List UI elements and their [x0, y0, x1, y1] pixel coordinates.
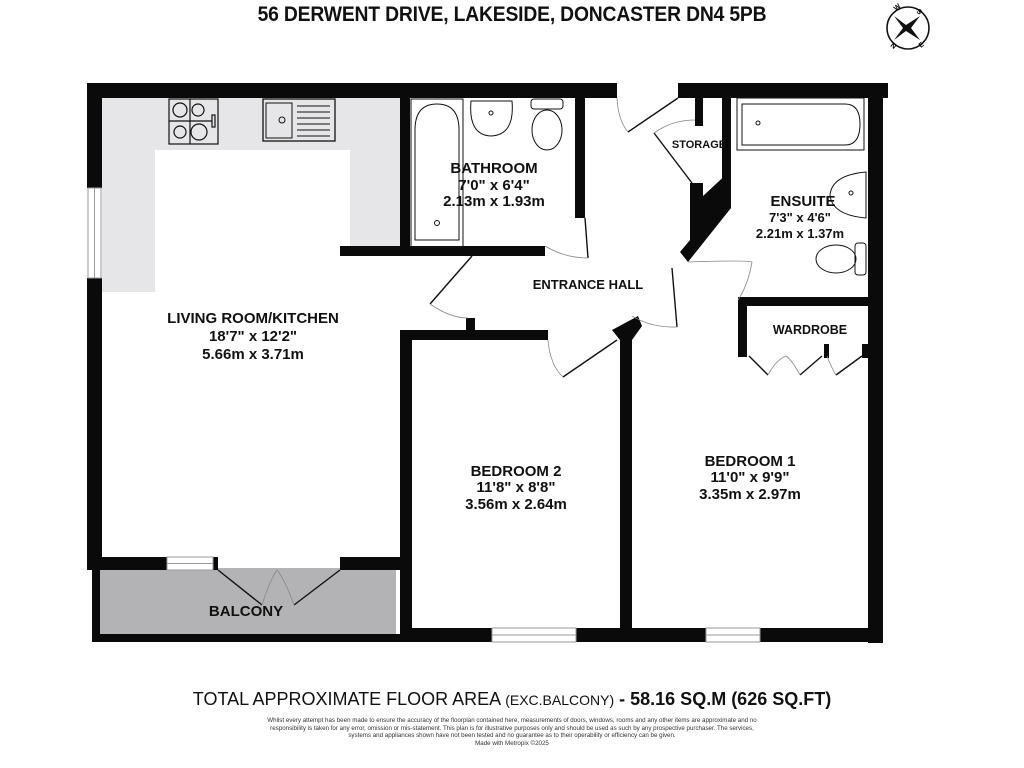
made-with-credit: Made with Metropix ©2025 [475, 739, 549, 747]
living-room-name: LIVING ROOM/KITCHEN [167, 310, 339, 327]
living-room-metric: 5.66m x 3.71m [202, 346, 304, 363]
bedroom1-imperial: 11'0" x 9'9" [710, 469, 790, 486]
living-room-imperial: 18'7" x 12'2" [208, 328, 298, 345]
ensuite-metric: 2.21m x 1.37m [755, 226, 845, 241]
balcony-name: BALCONY [208, 603, 284, 620]
kitchen-counter [102, 98, 400, 292]
bedroom2-metric: 3.56m x 2.64m [465, 496, 567, 513]
area-separator: - [614, 689, 631, 709]
ensuite-bath-icon [737, 98, 864, 150]
property-address: 56 DERWENT DRIVE, LAKESIDE, DONCASTER DN4 5PB [257, 3, 767, 26]
compass-e: E [917, 41, 926, 50]
bathroom-metric: 2.13m x 1.93m [443, 193, 545, 210]
ensuite-toilet-icon [816, 243, 866, 275]
storage-name: STORAGE [671, 139, 727, 151]
compass-s: S [914, 8, 923, 17]
basin-icon [471, 101, 513, 136]
total-floor-area [0, 689, 1024, 710]
area-value: 58.16 SQ.M (626 SQ.FT) [630, 689, 832, 709]
compass-n: N [888, 42, 898, 51]
ensuite-name: ENSUITE [770, 193, 836, 210]
ensuite-imperial: 7'3" x 4'6" [769, 210, 831, 225]
disclaimer-text: Whilst every attempt has been made to ensure the accuracy of the floorplan contained here, measurements of doors, windows, rooms and any other items are approximate and no responsibility is taken for any error, omission or mis-statement. This plan is for illustrative purposes only and should be used as such by any prospective purchaser. The services, systems and appliances shown have not been tested and no guarantee as to their operability or efficiency can be given. [267, 717, 757, 740]
wardrobe-name: WARDROBE [772, 323, 848, 337]
toilet-icon [531, 99, 563, 150]
entrance-hall-name: ENTRANCE HALL [532, 277, 644, 292]
bathroom-imperial: 7'0" x 6'4" [458, 177, 530, 194]
compass-w: W [892, 2, 903, 13]
bedroom1-metric: 3.35m x 2.97m [699, 486, 801, 503]
bedroom2-name: BEDROOM 2 [470, 463, 562, 480]
bathroom-name: BATHROOM [450, 160, 538, 177]
area-prefix: TOTAL APPROXIMATE FLOOR AREA [192, 689, 501, 709]
area-note: (EXC.BALCONY) [505, 692, 615, 708]
doors [218, 98, 862, 605]
bedroom1-name: BEDROOM 1 [704, 453, 796, 470]
disclaimer [262, 717, 762, 747]
bedroom2-imperial: 11'8" x 8'8" [476, 479, 556, 496]
